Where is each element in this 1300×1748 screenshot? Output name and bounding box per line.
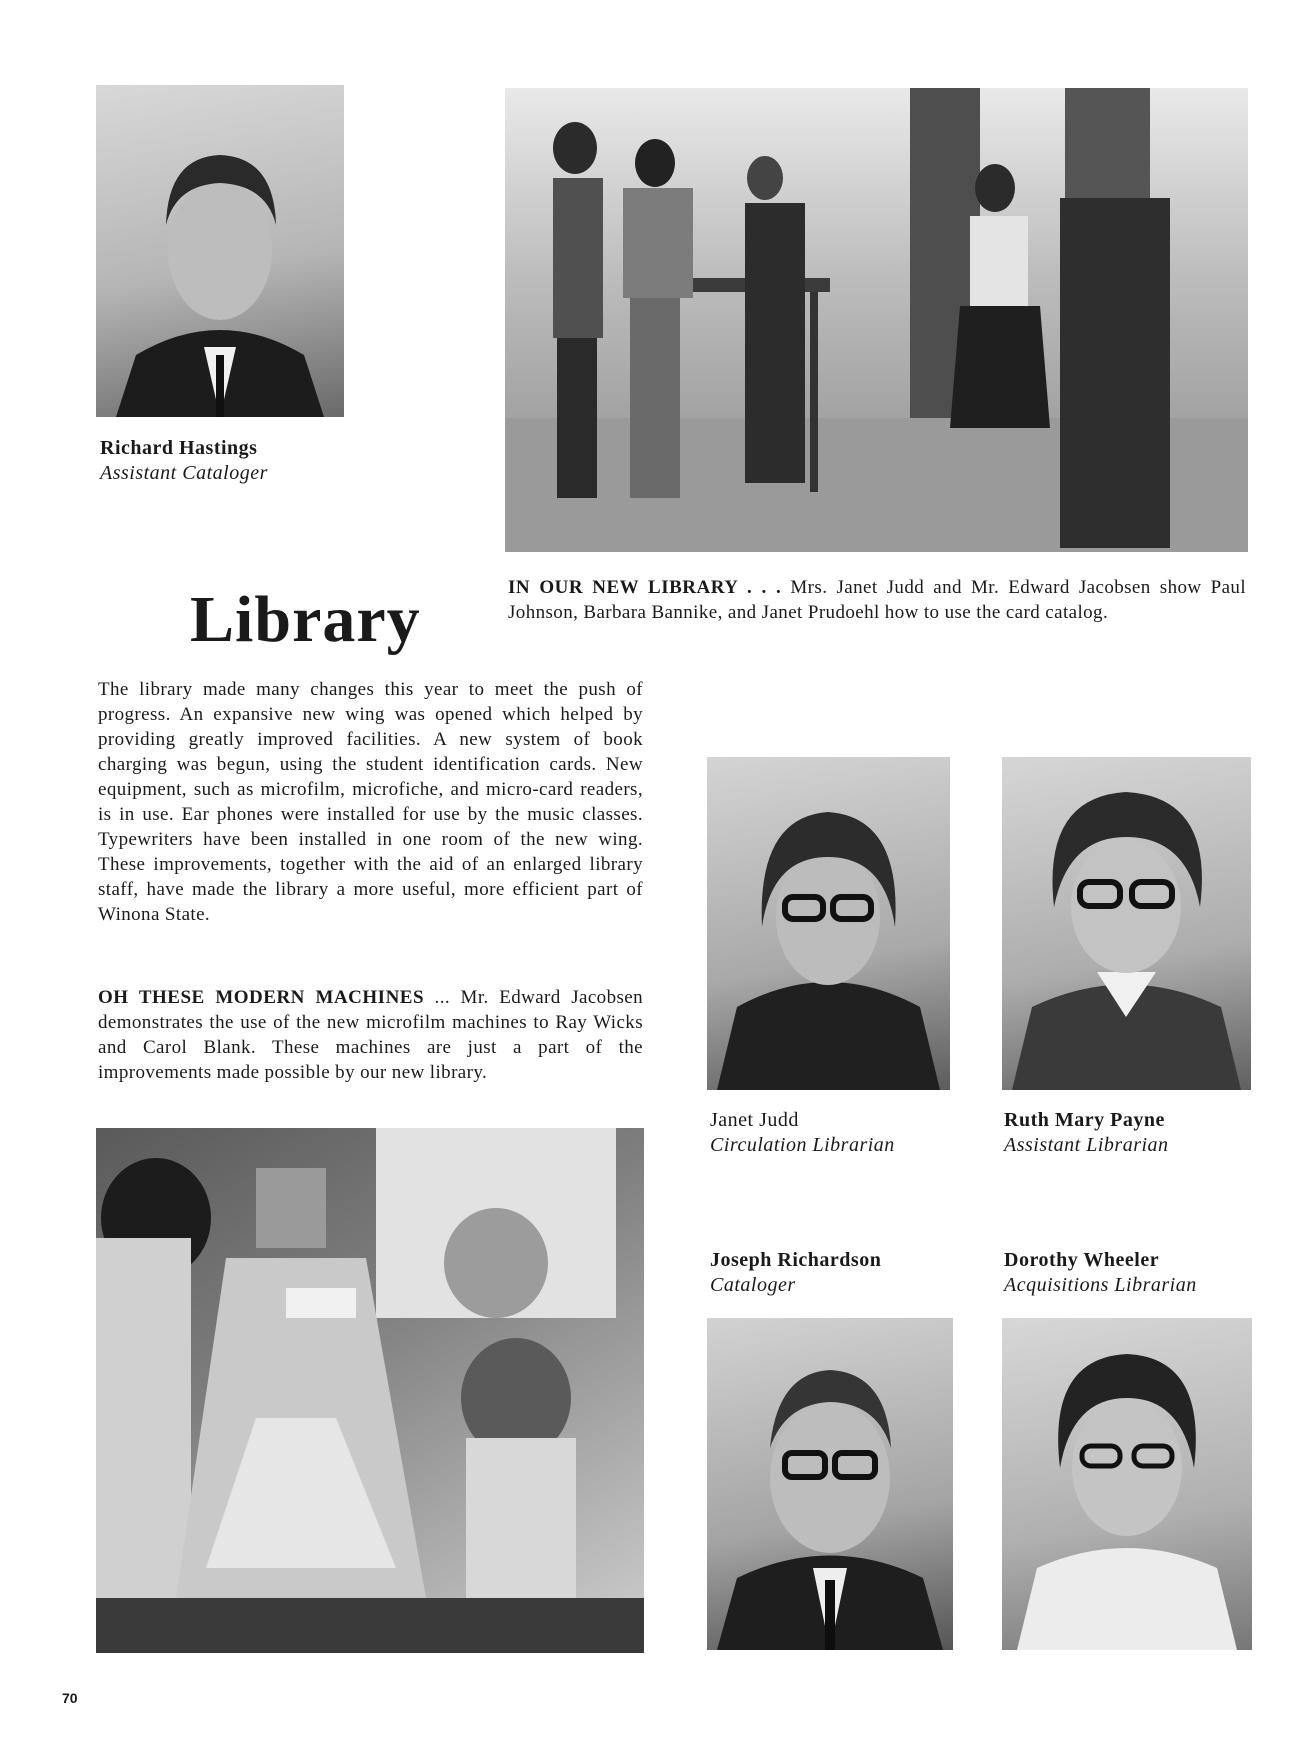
portrait-ruth-mary-payne: [1002, 757, 1251, 1090]
portrait-silhouette: [96, 85, 344, 417]
caption-title-richardson: Cataloger: [710, 1274, 796, 1296]
portrait-dorothy-wheeler: [1002, 1318, 1252, 1650]
caption-title-hastings: Assistant Cataloger: [100, 462, 268, 484]
caption-name-payne: Ruth Mary Payne: [1004, 1109, 1165, 1131]
portrait-richard-hastings: [96, 85, 344, 417]
caption-modern-machines: [98, 985, 643, 1085]
page-heading-library: Library: [190, 583, 421, 656]
portrait-janet-judd: [707, 757, 950, 1090]
intro-paragraph: The library made many changes this year to meet the push of progress. An expansive new wing was opened which helped by providing greatly improved facilities. A new system of book charging was begun, using the student identification cards. New equipment, such as microfilm, microfiche, and micro-card readers, is in use. Ear phones were installed for use by the music classes. Typewriters have been installed in one room of the new wing. These improvements, together with the aid of an enlarged library staff, have made the library a more useful, more efficient part of Winona State.: [98, 679, 643, 925]
library-scene: [505, 88, 1248, 552]
microfilm-scene: [96, 1128, 644, 1653]
portrait-silhouette: [1002, 1318, 1252, 1650]
page-number: 70: [62, 1690, 78, 1706]
portrait-silhouette: [1002, 757, 1251, 1090]
caption-modern-machines-lead: OH THESE MODERN MACHINES: [98, 987, 425, 1008]
caption-name-hastings: Richard Hastings: [100, 437, 258, 459]
caption-name-judd: Janet Judd: [710, 1109, 799, 1131]
photo-microfilm-machine: [96, 1128, 644, 1653]
portrait-silhouette: [707, 757, 950, 1090]
caption-new-library: [508, 575, 1246, 625]
photo-new-library-card-catalog: [505, 88, 1248, 552]
caption-name-wheeler: Dorothy Wheeler: [1004, 1249, 1160, 1271]
caption-new-library-text: Mrs. Janet Judd and Mr. Edward Jacobsen show Paul Johnson, Barbara Bannike, and Janet Prudoehl how to use the card catalog.: [508, 577, 1246, 623]
portrait-joseph-richardson: [707, 1318, 953, 1650]
caption-title-wheeler: Acquisitions Librarian: [1004, 1274, 1197, 1296]
caption-title-judd: Circulation Librarian: [710, 1134, 895, 1156]
caption-new-library-lead: IN OUR NEW LIBRARY . . .: [508, 577, 782, 598]
portrait-silhouette: [707, 1318, 953, 1650]
caption-title-payne: Assistant Librarian: [1004, 1134, 1169, 1156]
caption-name-richardson: Joseph Richardson: [710, 1249, 882, 1271]
caption-modern-machines-text: ... Mr. Edward Jacobsen demonstrates the use of the new microfilm machines to Ray Wicks and Carol Blank. These machines are just a part of the improvements made possible by our new library.: [98, 987, 643, 1083]
